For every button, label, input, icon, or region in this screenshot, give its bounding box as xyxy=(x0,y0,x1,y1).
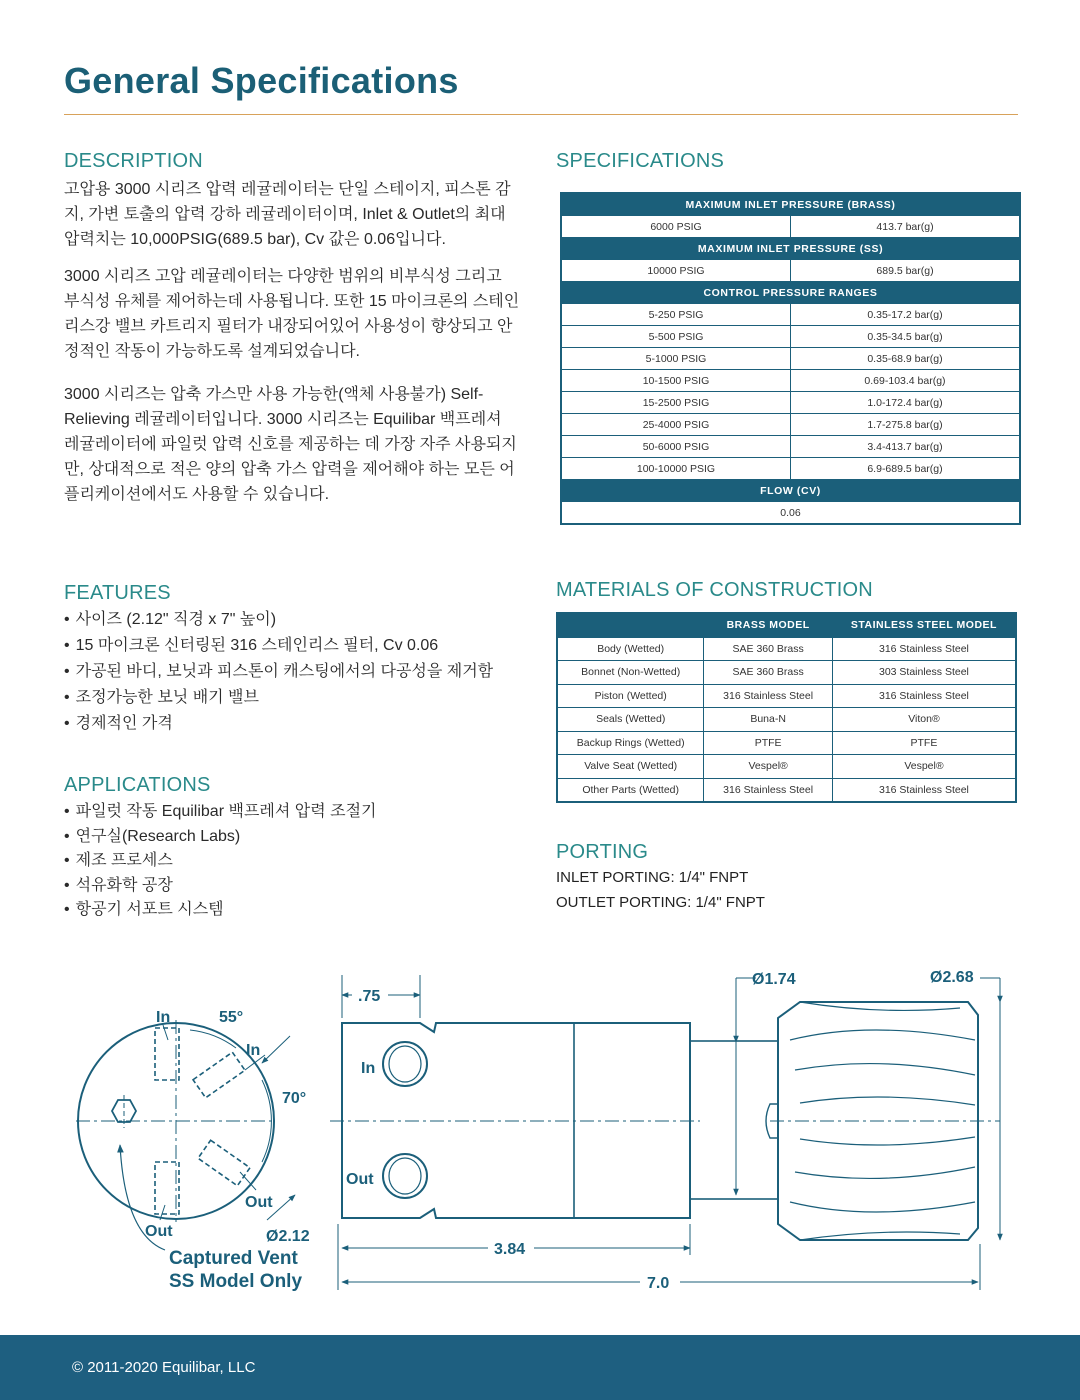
table-row xyxy=(561,392,1020,414)
table-cell: 0.35-68.9 bar(g) xyxy=(791,348,1021,370)
table-row xyxy=(561,458,1020,480)
description-paragraph-3: 3000 시리즈는 압축 가스만 사용 가능한(액체 사용불가) Self-Relieving 레귤레이터입니다. 3000 시리즈는 Equilibar 백프레셔 레귤레이터에 파일럿 압력 신호를 제공하는 데 가장 자주 사용되지만, 상대적으로 적은 양의 압축 가스 압력을 제어해야 하는 모든 어플리케이션에서도 사용할 수 있습니다. xyxy=(64,386,517,503)
table-cell: 316 Stainless Steel xyxy=(832,684,1016,708)
applications-list xyxy=(64,800,534,923)
label-angle-55: 55° xyxy=(219,1009,244,1026)
table-cell: PTFE xyxy=(832,731,1016,755)
table-row xyxy=(561,502,1020,525)
table-cell: 5-500 PSIG xyxy=(561,326,791,348)
table-row xyxy=(557,684,1016,708)
table-cell: 316 Stainless Steel xyxy=(704,778,833,802)
table-cell: PTFE xyxy=(704,731,833,755)
description-heading: DESCRIPTION xyxy=(64,150,203,172)
table-cell: 6000 PSIG xyxy=(561,216,791,238)
list-item: • 파일럿 작동 Equilibar 백프레셔 압력 조절기 xyxy=(64,800,534,825)
table-cell: 303 Stainless Steel xyxy=(832,661,1016,685)
list-item: • 석유화학 공장 xyxy=(64,874,534,899)
label-dim-384: 3.84 xyxy=(494,1241,526,1258)
end-view xyxy=(76,1020,295,1250)
table-row xyxy=(557,708,1016,732)
label-in-side: In xyxy=(246,1042,261,1059)
table-cell: 10000 PSIG xyxy=(561,260,791,282)
list-item: • 가공된 바디, 보닛과 피스톤이 캐스팅에서의 다공성을 제거함 xyxy=(64,659,534,685)
table-header-brass: BRASS MODEL xyxy=(704,613,833,637)
label-ss-model-only: SS Model Only xyxy=(169,1271,303,1292)
inlet-brass-header: MAXIMUM INLET PRESSURE (BRASS) xyxy=(561,193,1020,216)
table-cell: 316 Stainless Steel xyxy=(832,778,1016,802)
label-diameter-212: Ø2.12 xyxy=(266,1228,310,1245)
table-cell: 1.7-275.8 bar(g) xyxy=(791,414,1021,436)
inlet-ss-header: MAXIMUM INLET PRESSURE (SS) xyxy=(561,238,1020,260)
table-cell: 0.06 xyxy=(561,502,1020,525)
label-dim-75: .75 xyxy=(358,988,381,1005)
table-cell: 5-1000 PSIG xyxy=(561,348,791,370)
table-cell: 6.9-689.5 bar(g) xyxy=(791,458,1021,480)
table-row xyxy=(561,414,1020,436)
table-cell: Vespel® xyxy=(832,755,1016,779)
table-cell: Viton® xyxy=(832,708,1016,732)
title-divider xyxy=(64,114,1018,115)
label-captured-vent: Captured Vent xyxy=(169,1248,298,1269)
table-row xyxy=(557,755,1016,779)
table-cell: 0.35-34.5 bar(g) xyxy=(791,326,1021,348)
description-paragraph-2: 3000 시리즈 고압 레귤레이터는 다양한 범위의 비부식성 그리고 부식성 유체를 제어하는데 사용됩니다. 또한 15 마이크론의 스테인리스강 밸브 카트리지 필터가 내장되어있어 사용성이 향상되고 안정적인 작동이 가능하도록 설계되었습니다. xyxy=(64,268,520,360)
page-title: General Specifications xyxy=(64,60,459,101)
list-item: • 제조 프로세스 xyxy=(64,849,534,874)
table-cell: Backup Rings (Wetted) xyxy=(557,731,704,755)
materials-table xyxy=(556,612,1017,803)
table-cell: Bonnet (Non-Wetted) xyxy=(557,661,704,685)
table-row xyxy=(557,778,1016,802)
table-cell: Body (Wetted) xyxy=(557,637,704,661)
table-cell: 50-6000 PSIG xyxy=(561,436,791,458)
table-cell: Seals (Wetted) xyxy=(557,708,704,732)
list-item: • 항공기 서포트 시스템 xyxy=(64,898,534,923)
table-row xyxy=(557,637,1016,661)
table-cell: 0.35-17.2 bar(g) xyxy=(791,304,1021,326)
label-dia-174: Ø1.74 xyxy=(752,971,796,988)
list-item: • 15 마이크론 신터링된 316 스테인리스 필터, Cv 0.06 xyxy=(64,633,534,659)
table-row xyxy=(561,348,1020,370)
table-cell: SAE 360 Brass xyxy=(704,661,833,685)
table-cell: 25-4000 PSIG xyxy=(561,414,791,436)
list-item: • 연구실(Research Labs) xyxy=(64,825,534,850)
outlet-porting: OUTLET PORTING: 1/4" FNPT xyxy=(556,894,765,911)
specifications-heading: SPECIFICATIONS xyxy=(556,150,725,172)
label-out-side: Out xyxy=(245,1194,273,1211)
table-row xyxy=(561,326,1020,348)
label-in-top: In xyxy=(156,1009,171,1026)
table-cell: 3.4-413.7 bar(g) xyxy=(791,436,1021,458)
specifications-table xyxy=(560,192,1021,525)
label-dim-70: 7.0 xyxy=(647,1275,670,1292)
table-cell: 1.0-172.4 bar(g) xyxy=(791,392,1021,414)
table-cell: Buna-N xyxy=(704,708,833,732)
list-item: • 경제적인 가격 xyxy=(64,711,534,737)
label-dia-268: Ø2.68 xyxy=(930,969,974,986)
list-item: • 조정가능한 보닛 배기 밸브 xyxy=(64,685,534,711)
label-port-in: In xyxy=(361,1060,376,1077)
table-row xyxy=(557,661,1016,685)
table-cell: 10-1500 PSIG xyxy=(561,370,791,392)
table-cell: Vespel® xyxy=(704,755,833,779)
table-cell: Valve Seat (Wetted) xyxy=(557,755,704,779)
table-row xyxy=(561,436,1020,458)
porting-heading: PORTING xyxy=(556,841,649,863)
flow-header: FLOW (CV) xyxy=(561,480,1020,502)
footer-bar xyxy=(0,1335,1080,1400)
table-cell: Other Parts (Wetted) xyxy=(557,778,704,802)
table-header-ss: STAINLESS STEEL MODEL xyxy=(832,613,1016,637)
table-cell: 316 Stainless Steel xyxy=(704,684,833,708)
applications-heading: APPLICATIONS xyxy=(64,774,211,796)
table-cell: 5-250 PSIG xyxy=(561,304,791,326)
table-row xyxy=(561,304,1020,326)
features-heading: FEATURES xyxy=(64,582,171,604)
table-row xyxy=(561,216,1020,238)
features-list xyxy=(64,607,534,737)
control-ranges-header: CONTROL PRESSURE RANGES xyxy=(561,282,1020,304)
label-out-bottom: Out xyxy=(145,1223,173,1240)
list-item: • 사이즈 (2.12" 직경 x 7" 높이) xyxy=(64,607,534,633)
technical-drawing xyxy=(0,955,1080,1300)
table-cell: SAE 360 Brass xyxy=(704,637,833,661)
side-view xyxy=(330,975,1000,1290)
table-row xyxy=(561,370,1020,392)
inlet-porting: INLET PORTING: 1/4" FNPT xyxy=(556,869,749,886)
table-cell: 0.69-103.4 bar(g) xyxy=(791,370,1021,392)
table-cell: Piston (Wetted) xyxy=(557,684,704,708)
materials-heading: MATERIALS OF CONSTRUCTION xyxy=(556,579,873,601)
table-cell: 316 Stainless Steel xyxy=(832,637,1016,661)
table-row xyxy=(557,731,1016,755)
description-paragraph-1: 고압용 3000 시리즈 압력 레귤레이터는 단일 스테이지, 피스톤 감지, 가변 토출의 압력 강하 레귤레이터이며, Inlet & Outlet의 최대 압력치는 10,000PSIG(689.5 bar), Cv 값은 0.06입니다. xyxy=(64,181,511,248)
table-cell: 15-2500 PSIG xyxy=(561,392,791,414)
table-header-blank xyxy=(557,613,704,637)
table-row xyxy=(561,260,1020,282)
label-port-out: Out xyxy=(346,1171,374,1188)
table-cell: 689.5 bar(g) xyxy=(791,260,1021,282)
table-cell: 100-10000 PSIG xyxy=(561,458,791,480)
label-angle-70: 70° xyxy=(282,1090,307,1107)
footer-copyright: © 2011-2020 Equilibar, LLC xyxy=(72,1359,256,1376)
table-cell: 413.7 bar(g) xyxy=(791,216,1021,238)
